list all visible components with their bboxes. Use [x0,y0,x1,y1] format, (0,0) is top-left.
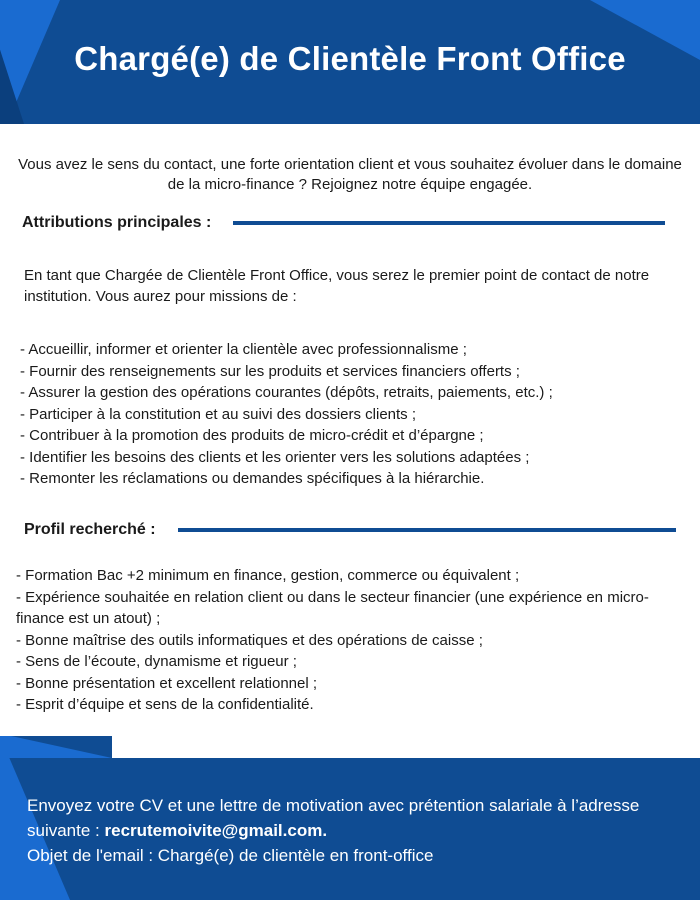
list-item: - Identifier les besoins des clients et les orienter vers les solutions adaptées ; [20,448,530,466]
decorative-triangle [0,736,112,758]
footer-line-1: Envoyez votre CV et une lettre de motivation avec prétention salariale à l’adresse suivante : [27,796,640,840]
footer-line-2: Objet de l'email : Chargé(e) de clientèle en front-office [27,846,434,865]
section-divider [233,221,665,225]
list-item: - Participer à la constitution et au suivi des dossiers clients ; [20,405,417,423]
attributions-heading-label: Attributions principales : [22,214,212,231]
section-divider [178,528,676,532]
list-item: - Fournir des renseignements sur les produits et services financiers offerts ; [20,362,520,380]
list-item: - Bonne présentation et excellent relationnel ; [16,674,318,692]
list-item: - Remonter les réclamations ou demandes spécifiques à la hiérarchie. [20,470,485,487]
list-item: - Contribuer à la promotion des produits de micro-crédit et d’épargne ; [20,427,484,444]
list-item: - Accueillir, informer et orienter la clientèle avec professionnalisme ; [20,341,467,358]
attributions-heading [22,214,700,232]
list-item: - Expérience souhaitée en relation client ou dans le secteur financier (une expérience en micro-finance est un atout) ; [16,588,649,627]
list-item: - Bonne maîtrise des outils informatiques et des opérations de caisse ; [16,631,483,649]
list-item: - Sens de l’écoute, dynamisme et rigueur ; [16,653,297,670]
list-item: - Esprit d’équipe et sens de la confidentialité. [16,696,314,713]
page-title: Chargé(e) de Clientèle Front Office [74,40,626,77]
profil-list [16,565,676,716]
profil-heading-label: Profil recherché : [24,521,156,538]
decorative-strip [0,736,700,758]
contact-email[interactable]: recrutemoivite@gmail.com. [104,821,328,840]
profil-heading [24,521,700,539]
list-item: - Formation Bac +2 minimum en finance, gestion, commerce ou équivalent ; [16,567,520,584]
missions-list [20,339,690,490]
attributions-intro: En tant que Chargée de Clientèle Front Office, vous serez le premier point de contact de notre institution. Vous aurez pour missions de : [24,267,650,305]
application-instructions [27,793,687,868]
list-item: - Assurer la gestion des opérations courantes (dépôts, retraits, paiements, etc.) ; [20,384,553,401]
intro-text: Vous avez le sens du contact, une forte orientation client et vous souhaitez évoluer dans le domaine de la micro-finance ? Rejoignez notre équipe engagée. [18,156,682,193]
